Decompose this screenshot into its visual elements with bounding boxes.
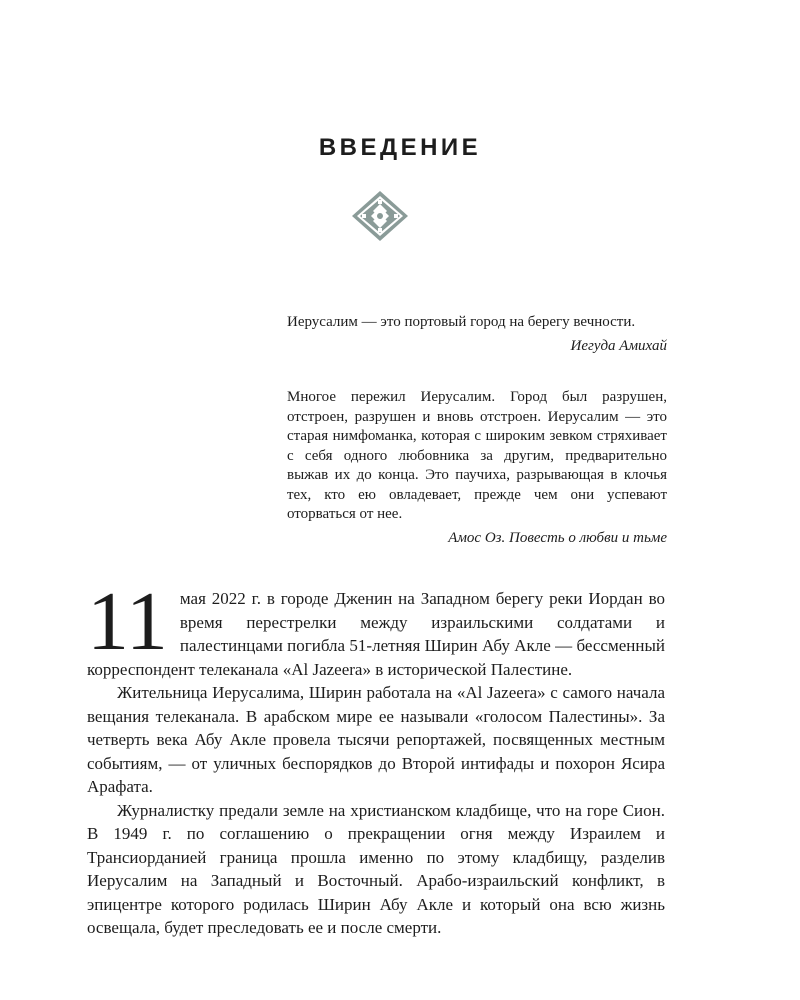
paragraph: Жительница Иерусалима, Ширин работала на «Al Jazeera» с самого начала вещания телеканала. В арабском мире ее называли «голосом Палестины». За четверть века Абу Акле провела тысячи репортажей, посвященных местным событиям, — от уличных беспорядков до Второй интифады и похорон Ясира Арафата. — [87, 683, 665, 796]
drop-cap: 11 — [87, 575, 168, 668]
epigraph-text: Иерусалим — это портовый город на берегу вечности. — [287, 314, 636, 330]
epigraph-oz — [287, 388, 667, 548]
epigraph-author: Амос Оз. Повесть о любви и тьме — [448, 529, 667, 546]
chapter-body — [87, 575, 665, 940]
epigraph-author: Иегуда Амихай — [570, 337, 667, 354]
chapter-title: ВВЕДЕНИЕ — [318, 134, 482, 162]
diamond-ornament-icon — [352, 191, 408, 241]
paragraph: Журналистку предали земле на христианском кладбище, что на горе Сион. В 1949 г. по соглашению о прекращении огня между Израилем и Трансиорданией граница прошла именно по этому кладбищу, разделив Иерусалим на Западный и Восточный. Арабо-израильский конфликт, в эпицентре которого родилась Ширин Абу Акле и который она всю жизнь освещала, будет преследовать ее и после смерти. — [87, 800, 665, 937]
paragraph — [87, 575, 665, 681]
epigraph-text: Многое пережил Иерусалим. Город был разрушен, отстроен, разрушен и вновь отстроен. Иерусалим — это старая нимфоманка, которая с широким зевком стряхивает с себя одного любовника за другим, предварительно выжав их до конца. Это паучиха, разрывающая в клочья тех, кто ею овладевает, прежде чем они успевают оторваться от нее. — [287, 389, 667, 522]
paragraph-text: мая 2022 г. в городе Дженин на Западном берегу реки Иордан во время перестрелки между израильскими солдатами и палестинцами погибла 51-летняя Ширин Абу Акле — бессменный корреспондент телеканала «Al Jazeera» в исторической Палестине. — [87, 589, 665, 679]
epigraph-amichai — [287, 313, 667, 356]
